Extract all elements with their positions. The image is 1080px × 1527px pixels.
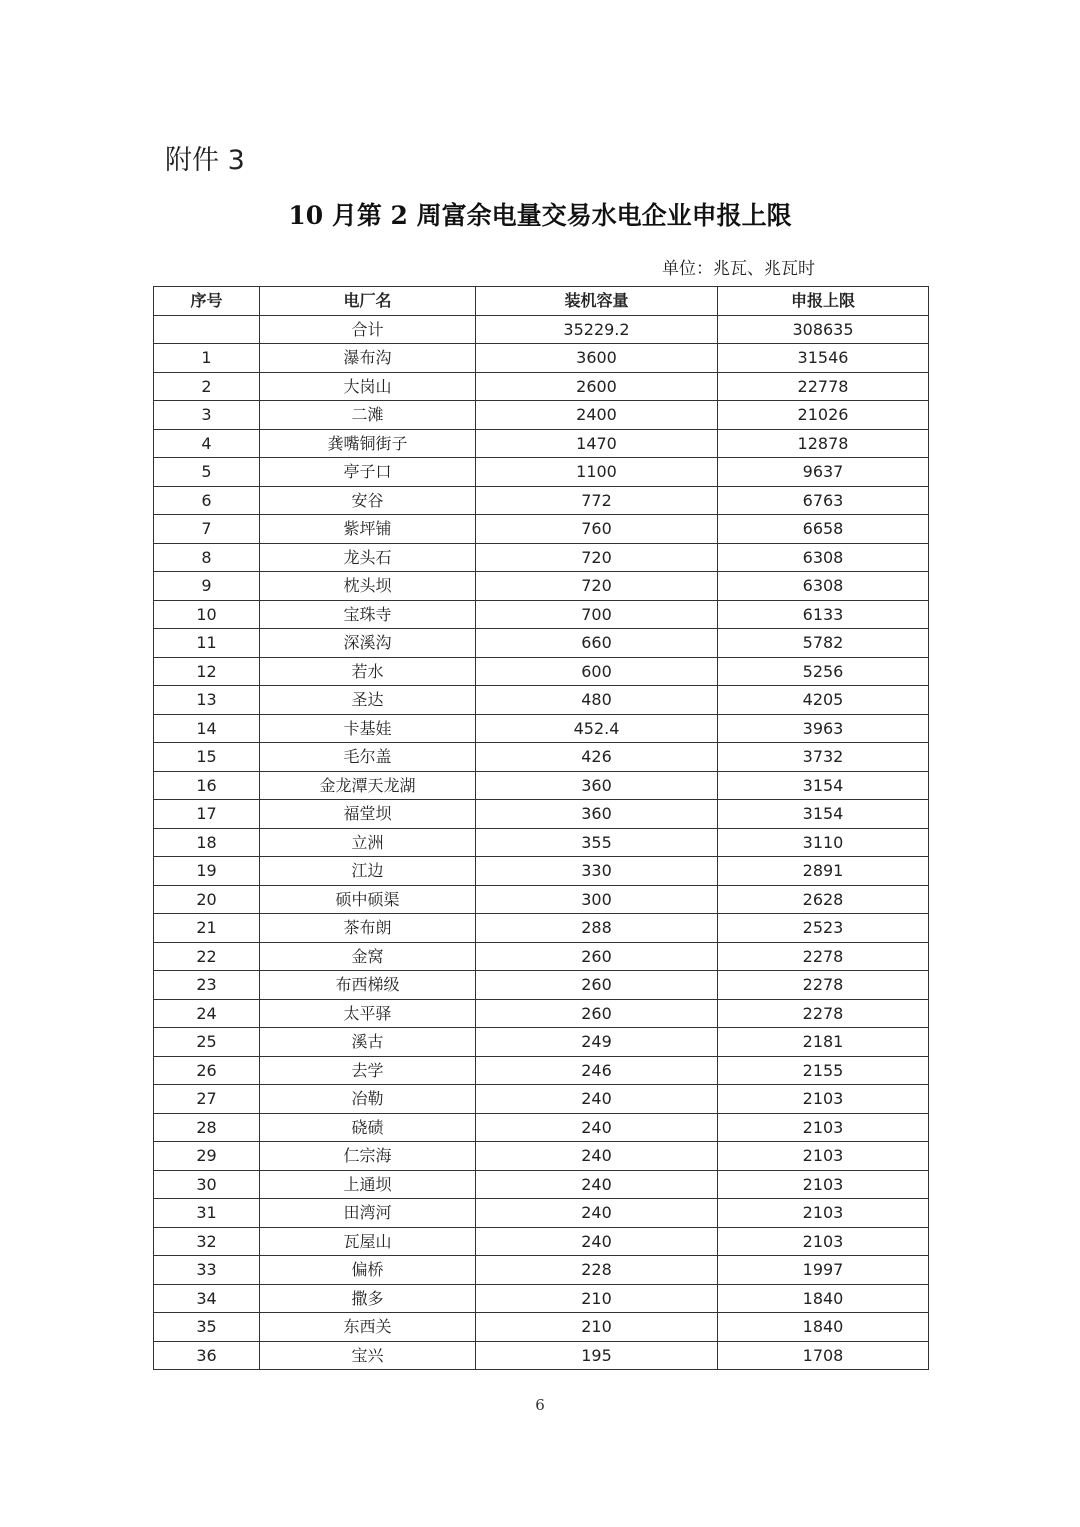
cell-installed-capacity: 300 — [476, 885, 718, 914]
cell-plant-name: 宝珠寺 — [260, 600, 476, 629]
cell-installed-capacity: 249 — [476, 1028, 718, 1057]
table-row — [154, 1142, 929, 1171]
header-index: 序号 — [154, 287, 260, 316]
cell-declaration-limit: 2103 — [718, 1113, 929, 1142]
cell-plant-name: 瓦屋山 — [260, 1227, 476, 1256]
cell-plant-name: 溪古 — [260, 1028, 476, 1057]
cell-declaration-limit: 31546 — [718, 344, 929, 373]
cell-plant-name: 圣达 — [260, 686, 476, 715]
cell-index: 32 — [154, 1227, 260, 1256]
cell-installed-capacity: 240 — [476, 1085, 718, 1114]
cell-index: 15 — [154, 743, 260, 772]
table-row — [154, 543, 929, 572]
cell-index: 30 — [154, 1170, 260, 1199]
cell-index: 31 — [154, 1199, 260, 1228]
cell-installed-capacity: 330 — [476, 857, 718, 886]
cell-index: 2 — [154, 372, 260, 401]
cell-installed-capacity: 240 — [476, 1227, 718, 1256]
cell-plant-name: 瀑布沟 — [260, 344, 476, 373]
table-row — [154, 885, 929, 914]
table-row — [154, 971, 929, 1000]
cell-index: 3 — [154, 401, 260, 430]
cell-installed-capacity: 355 — [476, 828, 718, 857]
table-row — [154, 344, 929, 373]
table-row — [154, 629, 929, 658]
table-row — [154, 1056, 929, 1085]
table-row — [154, 572, 929, 601]
header-declaration-limit: 申报上限 — [718, 287, 929, 316]
cell-plant-name: 布西梯级 — [260, 971, 476, 1000]
table-row — [154, 486, 929, 515]
cell-declaration-limit: 5782 — [718, 629, 929, 658]
cell-plant-name: 宝兴 — [260, 1341, 476, 1370]
cell-installed-capacity: 260 — [476, 971, 718, 1000]
cell-plant-name: 田湾河 — [260, 1199, 476, 1228]
cell-declaration-limit: 5256 — [718, 657, 929, 686]
cell-declaration-limit: 3154 — [718, 800, 929, 829]
cell-index: 12 — [154, 657, 260, 686]
cell-declaration-limit: 21026 — [718, 401, 929, 430]
cell-installed-capacity: 2400 — [476, 401, 718, 430]
table-row — [154, 686, 929, 715]
cell-declaration-limit: 2891 — [718, 857, 929, 886]
cell-plant-name: 上通坝 — [260, 1170, 476, 1199]
cell-index: 22 — [154, 942, 260, 971]
cell-installed-capacity: 240 — [476, 1199, 718, 1228]
cell-declaration-limit: 2103 — [718, 1170, 929, 1199]
table-row — [154, 429, 929, 458]
cell-installed-capacity: 700 — [476, 600, 718, 629]
cell-declaration-limit: 6658 — [718, 515, 929, 544]
cell-installed-capacity: 426 — [476, 743, 718, 772]
cell-index: 5 — [154, 458, 260, 487]
cell-index: 29 — [154, 1142, 260, 1171]
cell-declaration-limit: 2628 — [718, 885, 929, 914]
cell-index: 6 — [154, 486, 260, 515]
cell-declaration-limit: 2103 — [718, 1142, 929, 1171]
cell-installed-capacity: 772 — [476, 486, 718, 515]
cell-installed-capacity: 210 — [476, 1284, 718, 1313]
cell-installed-capacity: 195 — [476, 1341, 718, 1370]
capacity-table — [153, 286, 929, 1370]
cell-plant-name: 冶勒 — [260, 1085, 476, 1114]
table-total-row — [154, 315, 929, 344]
cell-plant-name: 太平驿 — [260, 999, 476, 1028]
table-row — [154, 914, 929, 943]
table-row — [154, 942, 929, 971]
cell-installed-capacity: 360 — [476, 771, 718, 800]
table-row — [154, 771, 929, 800]
table-row — [154, 1170, 929, 1199]
cell-index: 24 — [154, 999, 260, 1028]
header-installed-capacity: 装机容量 — [476, 287, 718, 316]
table-row — [154, 1113, 929, 1142]
cell-plant-name: 紫坪铺 — [260, 515, 476, 544]
table-row — [154, 1028, 929, 1057]
cell-plant-name: 金龙潭天龙湖 — [260, 771, 476, 800]
cell-index: 36 — [154, 1341, 260, 1370]
cell-declaration-limit: 6763 — [718, 486, 929, 515]
cell-declaration-limit: 6308 — [718, 572, 929, 601]
cell-installed-capacity: 1470 — [476, 429, 718, 458]
cell-declaration-limit: 9637 — [718, 458, 929, 487]
cell-index: 25 — [154, 1028, 260, 1057]
cell-index: 4 — [154, 429, 260, 458]
cell-declaration-limit: 2103 — [718, 1199, 929, 1228]
cell-declaration-limit: 1997 — [718, 1256, 929, 1285]
cell-installed-capacity: 3600 — [476, 344, 718, 373]
cell-index: 23 — [154, 971, 260, 1000]
cell-installed-capacity: 720 — [476, 543, 718, 572]
table-row — [154, 800, 929, 829]
cell-plant-name: 毛尔盖 — [260, 743, 476, 772]
cell-plant-name: 江边 — [260, 857, 476, 886]
cell-declaration-limit: 12878 — [718, 429, 929, 458]
cell-declaration-limit: 2278 — [718, 971, 929, 1000]
cell-index: 33 — [154, 1256, 260, 1285]
table-row — [154, 515, 929, 544]
cell-declaration-limit: 2181 — [718, 1028, 929, 1057]
table-row — [154, 999, 929, 1028]
document-title: 10 月第 2 周富余电量交易水电企业申报上限 — [288, 201, 792, 230]
cell-plant-name: 去学 — [260, 1056, 476, 1085]
cell-declaration-limit: 2103 — [718, 1085, 929, 1114]
cell-installed-capacity: 240 — [476, 1113, 718, 1142]
cell-installed-capacity: 240 — [476, 1142, 718, 1171]
cell-plant-name: 福堂坝 — [260, 800, 476, 829]
cell-index — [154, 315, 260, 344]
cell-index: 35 — [154, 1313, 260, 1342]
cell-index: 28 — [154, 1113, 260, 1142]
table-row — [154, 1256, 929, 1285]
cell-index: 1 — [154, 344, 260, 373]
cell-installed-capacity: 480 — [476, 686, 718, 715]
cell-installed-capacity: 660 — [476, 629, 718, 658]
cell-declaration-limit: 1840 — [718, 1284, 929, 1313]
cell-index: 27 — [154, 1085, 260, 1114]
cell-installed-capacity: 228 — [476, 1256, 718, 1285]
page-number: 6 — [535, 1396, 545, 1414]
cell-index: 17 — [154, 800, 260, 829]
cell-index: 11 — [154, 629, 260, 658]
cell-installed-capacity: 2600 — [476, 372, 718, 401]
table-row — [154, 600, 929, 629]
header-plant-name: 电厂名 — [260, 287, 476, 316]
cell-installed-capacity: 600 — [476, 657, 718, 686]
cell-declaration-limit: 3154 — [718, 771, 929, 800]
cell-installed-capacity: 720 — [476, 572, 718, 601]
cell-plant-name: 硕中硕渠 — [260, 885, 476, 914]
cell-plant-name: 深溪沟 — [260, 629, 476, 658]
table-row — [154, 1085, 929, 1114]
cell-index: 9 — [154, 572, 260, 601]
cell-installed-capacity: 210 — [476, 1313, 718, 1342]
table-row — [154, 458, 929, 487]
table-row — [154, 743, 929, 772]
cell-plant-name: 偏桥 — [260, 1256, 476, 1285]
cell-index: 13 — [154, 686, 260, 715]
table-row — [154, 401, 929, 430]
cell-index: 14 — [154, 714, 260, 743]
table-row — [154, 828, 929, 857]
cell-plant-name: 合计 — [260, 315, 476, 344]
cell-plant-name: 龙头石 — [260, 543, 476, 572]
table-row — [154, 714, 929, 743]
cell-declaration-limit: 6133 — [718, 600, 929, 629]
cell-declaration-limit: 2523 — [718, 914, 929, 943]
unit-note: 单位：兆瓦、兆瓦时 — [662, 259, 815, 279]
table-row — [154, 1199, 929, 1228]
cell-declaration-limit: 1708 — [718, 1341, 929, 1370]
cell-installed-capacity: 452.4 — [476, 714, 718, 743]
cell-index: 26 — [154, 1056, 260, 1085]
cell-plant-name: 硗碛 — [260, 1113, 476, 1142]
cell-plant-name: 大岗山 — [260, 372, 476, 401]
table-row — [154, 1227, 929, 1256]
table-row — [154, 657, 929, 686]
cell-declaration-limit: 3732 — [718, 743, 929, 772]
cell-installed-capacity: 35229.2 — [476, 315, 718, 344]
cell-plant-name: 枕头坝 — [260, 572, 476, 601]
cell-index: 7 — [154, 515, 260, 544]
cell-declaration-limit: 3963 — [718, 714, 929, 743]
attachment-label: 附件 3 — [165, 145, 245, 176]
cell-plant-name: 东西关 — [260, 1313, 476, 1342]
table-row — [154, 857, 929, 886]
cell-declaration-limit: 2278 — [718, 942, 929, 971]
cell-declaration-limit: 22778 — [718, 372, 929, 401]
table-row — [154, 372, 929, 401]
cell-index: 19 — [154, 857, 260, 886]
cell-declaration-limit: 308635 — [718, 315, 929, 344]
cell-index: 20 — [154, 885, 260, 914]
cell-plant-name: 茶布朗 — [260, 914, 476, 943]
cell-plant-name: 安谷 — [260, 486, 476, 515]
cell-index: 18 — [154, 828, 260, 857]
cell-installed-capacity: 240 — [476, 1170, 718, 1199]
cell-index: 21 — [154, 914, 260, 943]
cell-installed-capacity: 260 — [476, 942, 718, 971]
cell-plant-name: 卡基娃 — [260, 714, 476, 743]
cell-declaration-limit: 3110 — [718, 828, 929, 857]
cell-installed-capacity: 246 — [476, 1056, 718, 1085]
cell-plant-name: 若水 — [260, 657, 476, 686]
cell-plant-name: 二滩 — [260, 401, 476, 430]
cell-declaration-limit: 6308 — [718, 543, 929, 572]
cell-installed-capacity: 1100 — [476, 458, 718, 487]
cell-declaration-limit: 1840 — [718, 1313, 929, 1342]
cell-plant-name: 撒多 — [260, 1284, 476, 1313]
cell-index: 8 — [154, 543, 260, 572]
table-header-row — [154, 287, 929, 316]
table-row — [154, 1284, 929, 1313]
cell-index: 34 — [154, 1284, 260, 1313]
cell-declaration-limit: 2103 — [718, 1227, 929, 1256]
cell-plant-name: 龚嘴铜街子 — [260, 429, 476, 458]
cell-installed-capacity: 288 — [476, 914, 718, 943]
cell-plant-name: 仁宗海 — [260, 1142, 476, 1171]
cell-plant-name: 立洲 — [260, 828, 476, 857]
cell-declaration-limit: 4205 — [718, 686, 929, 715]
cell-declaration-limit: 2278 — [718, 999, 929, 1028]
cell-index: 10 — [154, 600, 260, 629]
cell-index: 16 — [154, 771, 260, 800]
cell-installed-capacity: 360 — [476, 800, 718, 829]
table-row — [154, 1341, 929, 1370]
cell-declaration-limit: 2155 — [718, 1056, 929, 1085]
cell-installed-capacity: 760 — [476, 515, 718, 544]
cell-plant-name: 亭子口 — [260, 458, 476, 487]
cell-installed-capacity: 260 — [476, 999, 718, 1028]
cell-plant-name: 金窝 — [260, 942, 476, 971]
table-row — [154, 1313, 929, 1342]
